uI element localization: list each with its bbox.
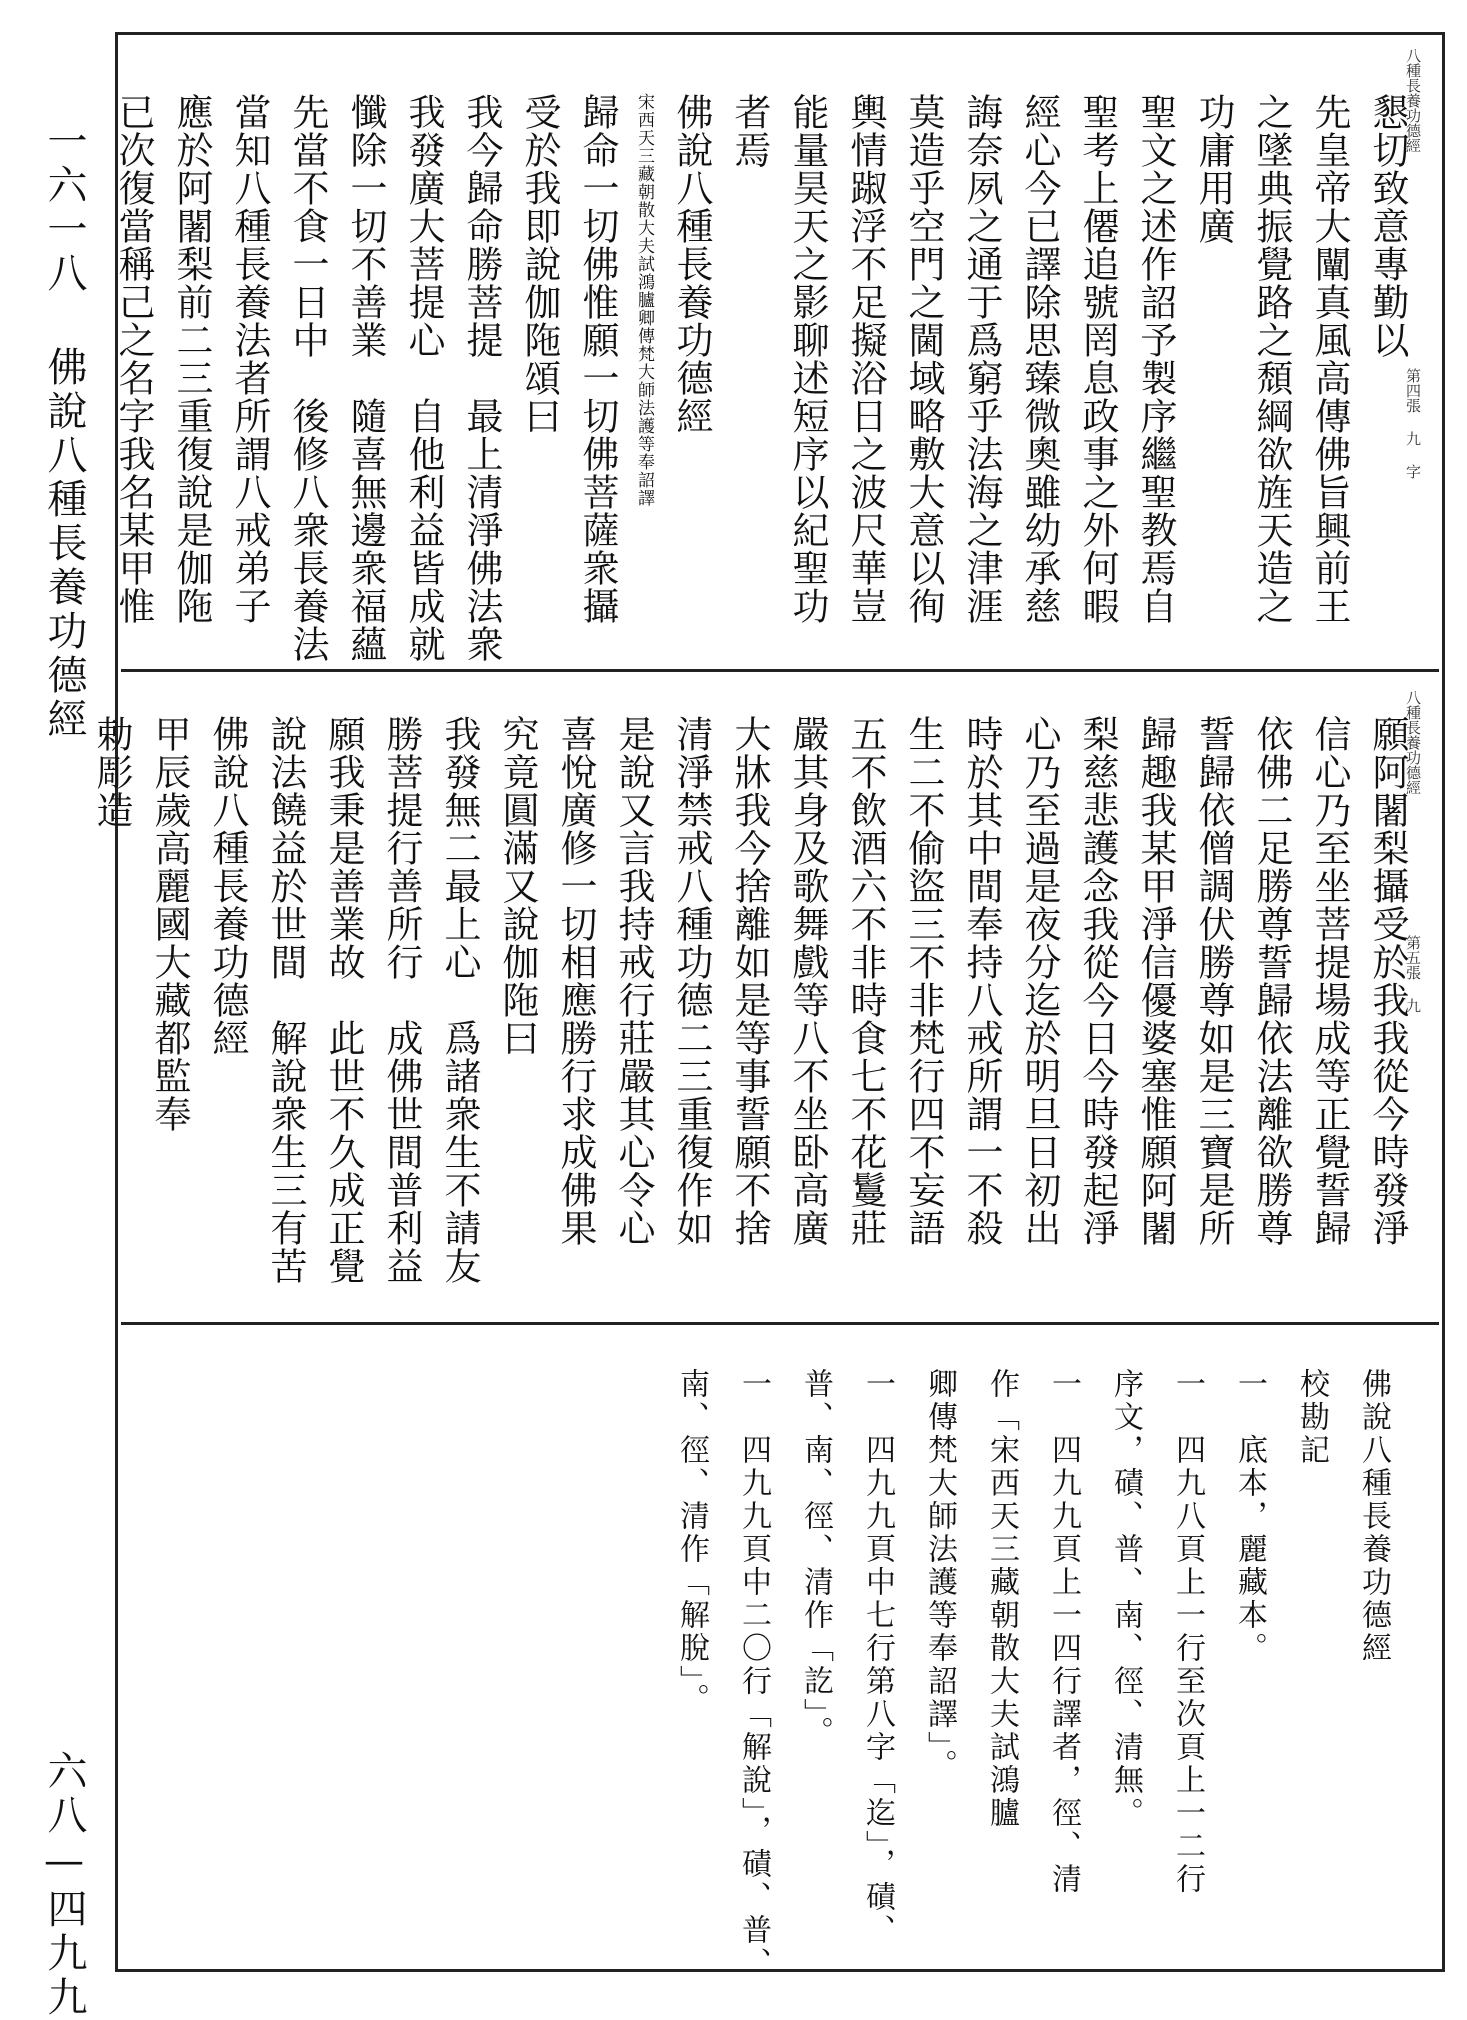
sutra-end-title: 佛說八種長養功德經 xyxy=(206,715,249,1057)
note-line: 南、徑、清作「解脫」。 xyxy=(674,1368,709,1716)
text-column: 大牀我今捨離如是等事誓願不捨 xyxy=(728,715,771,1247)
text-column: 生二不偷盜三不非梵行四不妄語 xyxy=(902,715,945,1247)
text-columns xyxy=(84,715,1414,1295)
note-line: 作「宋西天三藏朝散大夫試鴻臚 xyxy=(984,1368,1019,1830)
verse-column: 先當不食一日中 後修八衆長養法 xyxy=(286,93,329,663)
text-column: 當知八種長養法者所謂八戒弟子 xyxy=(228,93,271,625)
text-column: 是說又言我持戒行莊嚴其心令心 xyxy=(612,715,655,1247)
text-column: 梨慈悲護念我從今日今時發起淨 xyxy=(1076,715,1119,1247)
text-column: 願阿闍梨攝受於我我從今時發淨 xyxy=(1366,715,1409,1247)
text-column: 信心乃至坐菩提場成等正覺誓歸 xyxy=(1308,715,1351,1247)
text-column: 誓歸依僧調伏勝尊如是三寶是所 xyxy=(1192,715,1235,1247)
text-column: 受於我即說伽陁頌曰 xyxy=(518,93,561,435)
text-column: 輿情踧浮不足擬浴日之波尺華豈 xyxy=(844,93,887,625)
note-line: 普、南、徑、清作「訖」。 xyxy=(798,1368,833,1749)
text-column: 懇切致意專勤以 xyxy=(1366,93,1409,359)
verse-column: 勝菩提行善所行 成佛世間普利益 xyxy=(380,715,423,1285)
collation-notes xyxy=(665,1368,1399,1980)
panel-preface xyxy=(112,38,1439,672)
panel-collation-notes xyxy=(121,1328,1439,1980)
text-columns xyxy=(106,93,1414,663)
text-column: 聖考上僊追號罔息政事之外何暇 xyxy=(1076,93,1119,625)
text-column: 依佛二足勝尊誓歸依法離欲勝尊 xyxy=(1250,715,1293,1247)
text-column: 誨奈夙之通于爲窮乎法海之津涯 xyxy=(960,93,1003,625)
text-column: 之墜典振覺路之頹綱欲旌天造之 xyxy=(1250,93,1293,625)
text-column: 已次復當稱己之名字我名某甲惟 xyxy=(112,93,155,625)
page-frame xyxy=(90,32,1445,1980)
colophon: 勅彫造 xyxy=(90,715,133,829)
text-column: 嚴其身及歌舞戲等八不坐卧高廣 xyxy=(786,715,829,1247)
text-column: 時於其中間奉持八戒所謂一不殺 xyxy=(960,715,1003,1247)
text-column: 先皇帝大闡真風高傳佛旨興前王 xyxy=(1308,93,1351,625)
text-column: 經心今已譯除思臻微奧雖幼承慈 xyxy=(1018,93,1061,625)
text-column: 五不飲酒六不非時食七不花鬘莊 xyxy=(844,715,887,1247)
text-column: 歸命一切佛惟願一切佛菩薩衆攝 xyxy=(576,93,619,625)
text-column: 喜悅廣修一切相應勝行求成佛果 xyxy=(554,715,597,1247)
text-column: 歸趣我某甲淨信優婆塞惟願阿闍 xyxy=(1134,715,1177,1247)
sutra-title: 佛說八種長養功德經 xyxy=(670,93,713,435)
page-number: 六八—四九九 xyxy=(41,1750,87,2020)
text-column: 者焉 xyxy=(728,93,771,169)
verse-column: 願我秉是善業故 此世不久成正覺 xyxy=(322,715,365,1285)
panel-margin-page: 第四張 九 字 xyxy=(1404,368,1422,479)
notes-subtitle: 校勘記 xyxy=(1294,1368,1329,1467)
colophon: 甲辰歲高麗國大藏都監奉 xyxy=(148,715,191,1133)
verse-column: 懺除一切不善業 隨喜無邊衆福蘊 xyxy=(344,93,387,663)
text-column: 聖文之述作詔予製序繼聖教焉自 xyxy=(1134,93,1177,625)
verse-column: 我今歸命勝菩提 最上清淨佛法衆 xyxy=(460,93,503,663)
text-column: 清淨禁戒八種功德二三重復作如 xyxy=(670,715,713,1247)
note-line: 一 四九九頁中二〇行「解說」，磧、普、 xyxy=(736,1368,771,1980)
verse-column: 我發廣大菩提心 自他利益皆成就 xyxy=(402,93,445,663)
text-column: 功庸用廣 xyxy=(1192,93,1235,245)
translator-line: 宋西天三藏朝散大夫試鴻臚卿傳梵大師法護等奉詔譯 xyxy=(634,93,654,507)
margin-title: 一六一八 佛說八種長養功德經 xyxy=(41,120,87,742)
note-line: 一 四九九頁上一四行譯者，徑、清 xyxy=(1046,1368,1081,1896)
text-column: 莫造乎空門之閫域略敷大意以徇 xyxy=(902,93,945,625)
panel-sutra xyxy=(90,675,1439,1325)
text-column: 心乃至過是夜分迄於明旦日初出 xyxy=(1018,715,1061,1247)
verse-column: 說法饒益於世間 解說衆生三有苦 xyxy=(264,715,307,1285)
note-line: 一 底本，麗藏本。 xyxy=(1232,1368,1267,1665)
verse-column: 我發無二最上心 爲諸衆生不請友 xyxy=(438,715,481,1285)
note-line: 序文，磧、普、南、徑、清無。 xyxy=(1108,1368,1143,1830)
text-column: 應於阿闍梨前二三重復說是伽陁 xyxy=(170,93,213,625)
note-line: 一 四九八頁上一行至次頁上一二行 xyxy=(1170,1368,1205,1896)
text-column: 究竟圓滿又說伽陁曰 xyxy=(496,715,539,1057)
notes-title: 佛說八種長養功德經 xyxy=(1356,1368,1391,1665)
panel-margin-page: 第五張 九 xyxy=(1404,935,1422,1013)
text-column: 能量昊天之影聊述短序以紀聖功 xyxy=(786,93,829,625)
note-line: 一 四九九頁中七行第八字「迄」，磧、 xyxy=(860,1368,895,1947)
panel-margin-title: 八種長養功德經 xyxy=(1404,48,1422,153)
note-line: 卿傳梵大師法護等奉詔譯」。 xyxy=(922,1368,957,1782)
panel-margin-title: 八種長養功德經 xyxy=(1404,690,1422,795)
